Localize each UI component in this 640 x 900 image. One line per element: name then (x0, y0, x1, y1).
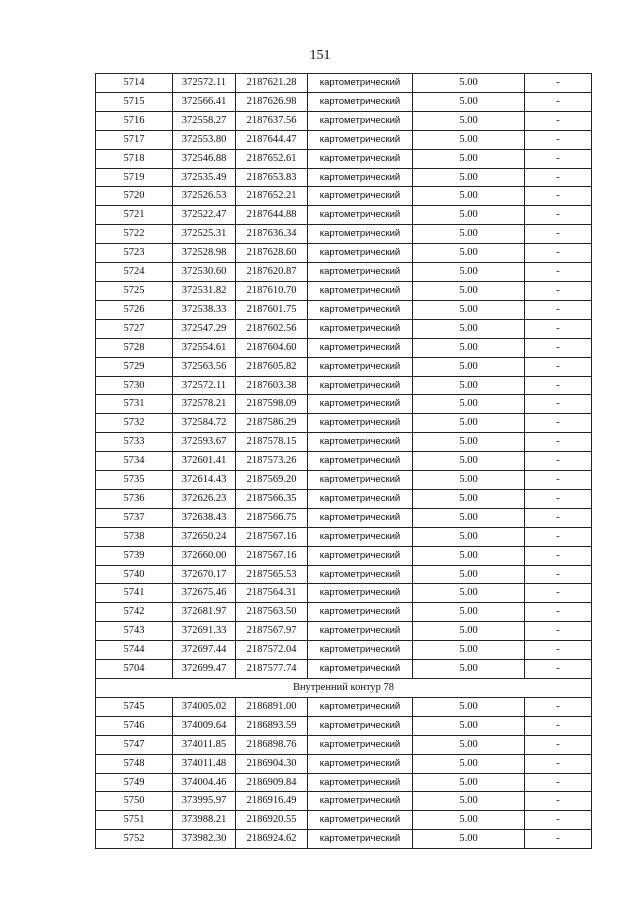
point-id-cell: 5730 (96, 376, 173, 395)
point-id-cell: 5716 (96, 111, 173, 130)
x-coordinate-cell: 372553.80 (173, 130, 236, 149)
x-coordinate-cell: 372638.43 (173, 508, 236, 527)
y-coordinate-cell: 2186920.55 (236, 811, 308, 830)
accuracy-cell: 5.00 (413, 622, 525, 641)
accuracy-cell: 5.00 (413, 508, 525, 527)
y-coordinate-cell: 2187636.34 (236, 225, 308, 244)
note-cell: - (525, 414, 592, 433)
x-coordinate-cell: 372566.41 (173, 92, 236, 111)
table-row (96, 206, 592, 225)
point-id-cell: 5734 (96, 452, 173, 471)
note-cell: - (525, 489, 592, 508)
note-cell: - (525, 319, 592, 338)
y-coordinate-cell: 2187573.26 (236, 452, 308, 471)
rows-after-section (96, 697, 592, 848)
rows-before-section (96, 74, 592, 679)
note-cell: - (525, 754, 592, 773)
y-coordinate-cell: 2187577.74 (236, 660, 308, 679)
x-coordinate-cell: 373995.97 (173, 792, 236, 811)
x-coordinate-cell: 372593.67 (173, 433, 236, 452)
note-cell: - (525, 546, 592, 565)
x-coordinate-cell: 372526.53 (173, 187, 236, 206)
x-coordinate-cell: 372601.41 (173, 452, 236, 471)
table-row (96, 263, 592, 282)
accuracy-cell: 5.00 (413, 168, 525, 187)
point-id-cell: 5725 (96, 281, 173, 300)
note-cell: - (525, 735, 592, 754)
accuracy-cell: 5.00 (413, 206, 525, 225)
table-row (96, 244, 592, 263)
x-coordinate-cell: 372528.98 (173, 244, 236, 263)
note-cell: - (525, 565, 592, 584)
method-cell: картометрический (308, 206, 413, 225)
accuracy-cell: 5.00 (413, 773, 525, 792)
note-cell: - (525, 74, 592, 93)
table-row (96, 622, 592, 641)
method-cell: картометрический (308, 74, 413, 93)
table-row (96, 130, 592, 149)
y-coordinate-cell: 2186916.49 (236, 792, 308, 811)
x-coordinate-cell: 372691.33 (173, 622, 236, 641)
point-id-cell: 5732 (96, 414, 173, 433)
method-cell: картометрический (308, 641, 413, 660)
accuracy-cell: 5.00 (413, 225, 525, 244)
y-coordinate-cell: 2187652.61 (236, 149, 308, 168)
note-cell: - (525, 111, 592, 130)
point-id-cell: 5750 (96, 792, 173, 811)
accuracy-cell: 5.00 (413, 716, 525, 735)
point-id-cell: 5745 (96, 697, 173, 716)
accuracy-cell: 5.00 (413, 300, 525, 319)
point-id-cell: 5714 (96, 74, 173, 93)
section-header (96, 679, 592, 698)
note-cell: - (525, 263, 592, 282)
method-cell: картометрический (308, 735, 413, 754)
point-id-cell: 5717 (96, 130, 173, 149)
y-coordinate-cell: 2187653.83 (236, 168, 308, 187)
x-coordinate-cell: 372531.82 (173, 281, 236, 300)
method-cell: картометрический (308, 395, 413, 414)
method-cell: картометрический (308, 130, 413, 149)
point-id-cell: 5741 (96, 584, 173, 603)
accuracy-cell: 5.00 (413, 811, 525, 830)
accuracy-cell: 5.00 (413, 281, 525, 300)
table-row (96, 603, 592, 622)
note-cell: - (525, 830, 592, 849)
accuracy-cell: 5.00 (413, 263, 525, 282)
method-cell: картометрический (308, 244, 413, 263)
method-cell: картометрический (308, 697, 413, 716)
y-coordinate-cell: 2187572.04 (236, 641, 308, 660)
x-coordinate-cell: 372554.61 (173, 338, 236, 357)
table-row (96, 149, 592, 168)
point-id-cell: 5747 (96, 735, 173, 754)
point-id-cell: 5715 (96, 92, 173, 111)
point-id-cell: 5731 (96, 395, 173, 414)
table-row (96, 414, 592, 433)
table-row (96, 716, 592, 735)
accuracy-cell: 5.00 (413, 565, 525, 584)
note-cell: - (525, 811, 592, 830)
x-coordinate-cell: 372538.33 (173, 300, 236, 319)
y-coordinate-cell: 2187603.38 (236, 376, 308, 395)
note-cell: - (525, 130, 592, 149)
y-coordinate-cell: 2187586.29 (236, 414, 308, 433)
method-cell: картометрический (308, 811, 413, 830)
section-row (96, 679, 592, 698)
y-coordinate-cell: 2186898.76 (236, 735, 308, 754)
method-cell: картометрический (308, 281, 413, 300)
table-row (96, 338, 592, 357)
y-coordinate-cell: 2187567.16 (236, 546, 308, 565)
x-coordinate-cell: 372558.27 (173, 111, 236, 130)
point-id-cell: 5719 (96, 168, 173, 187)
accuracy-cell: 5.00 (413, 338, 525, 357)
y-coordinate-cell: 2187567.97 (236, 622, 308, 641)
accuracy-cell: 5.00 (413, 471, 525, 490)
x-coordinate-cell: 372697.44 (173, 641, 236, 660)
point-id-cell: 5718 (96, 149, 173, 168)
x-coordinate-cell: 372675.46 (173, 584, 236, 603)
table-row (96, 111, 592, 130)
y-coordinate-cell: 2186893.59 (236, 716, 308, 735)
table-row (96, 811, 592, 830)
note-cell: - (525, 584, 592, 603)
accuracy-cell: 5.00 (413, 546, 525, 565)
note-cell: - (525, 168, 592, 187)
table-row (96, 357, 592, 376)
accuracy-cell: 5.00 (413, 111, 525, 130)
y-coordinate-cell: 2186924.62 (236, 830, 308, 849)
accuracy-cell: 5.00 (413, 376, 525, 395)
y-coordinate-cell: 2187605.82 (236, 357, 308, 376)
accuracy-cell: 5.00 (413, 641, 525, 660)
y-coordinate-cell: 2186909.84 (236, 773, 308, 792)
y-coordinate-cell: 2187602.56 (236, 319, 308, 338)
note-cell: - (525, 206, 592, 225)
table-row (96, 697, 592, 716)
table-row (96, 546, 592, 565)
y-coordinate-cell: 2187601.75 (236, 300, 308, 319)
x-coordinate-cell: 374011.85 (173, 735, 236, 754)
x-coordinate-cell: 372572.11 (173, 74, 236, 93)
accuracy-cell: 5.00 (413, 74, 525, 93)
point-id-cell: 5746 (96, 716, 173, 735)
x-coordinate-cell: 374004.46 (173, 773, 236, 792)
point-id-cell: 5722 (96, 225, 173, 244)
note-cell: - (525, 357, 592, 376)
note-cell: - (525, 773, 592, 792)
point-id-cell: 5739 (96, 546, 173, 565)
table-row (96, 565, 592, 584)
method-cell: картометрический (308, 565, 413, 584)
point-id-cell: 5704 (96, 660, 173, 679)
y-coordinate-cell: 2187567.16 (236, 527, 308, 546)
point-id-cell: 5724 (96, 263, 173, 282)
table-row (96, 168, 592, 187)
point-id-cell: 5720 (96, 187, 173, 206)
note-cell: - (525, 527, 592, 546)
point-id-cell: 5743 (96, 622, 173, 641)
method-cell: картометрический (308, 489, 413, 508)
method-cell: картометрический (308, 92, 413, 111)
y-coordinate-cell: 2187644.88 (236, 206, 308, 225)
x-coordinate-cell: 372699.47 (173, 660, 236, 679)
method-cell: картометрический (308, 376, 413, 395)
accuracy-cell: 5.00 (413, 92, 525, 111)
y-coordinate-cell: 2187610.70 (236, 281, 308, 300)
y-coordinate-cell: 2187569.20 (236, 471, 308, 490)
point-id-cell: 5735 (96, 471, 173, 490)
x-coordinate-cell: 372547.29 (173, 319, 236, 338)
accuracy-cell: 5.00 (413, 603, 525, 622)
method-cell: картометрический (308, 414, 413, 433)
table-row (96, 471, 592, 490)
accuracy-cell: 5.00 (413, 660, 525, 679)
point-id-cell: 5736 (96, 489, 173, 508)
method-cell: картометрический (308, 792, 413, 811)
method-cell: картометрический (308, 319, 413, 338)
coordinates-table (95, 73, 592, 849)
method-cell: картометрический (308, 111, 413, 130)
y-coordinate-cell: 2187644.47 (236, 130, 308, 149)
table-row (96, 300, 592, 319)
y-coordinate-cell: 2187628.60 (236, 244, 308, 263)
y-coordinate-cell: 2187652.21 (236, 187, 308, 206)
point-id-cell: 5742 (96, 603, 173, 622)
method-cell: картометрический (308, 149, 413, 168)
point-id-cell: 5748 (96, 754, 173, 773)
x-coordinate-cell: 374005.02 (173, 697, 236, 716)
method-cell: картометрический (308, 338, 413, 357)
point-id-cell: 5738 (96, 527, 173, 546)
x-coordinate-cell: 372572.11 (173, 376, 236, 395)
note-cell: - (525, 92, 592, 111)
table-row (96, 452, 592, 471)
x-coordinate-cell: 372614.43 (173, 471, 236, 490)
note-cell: - (525, 338, 592, 357)
x-coordinate-cell: 372563.56 (173, 357, 236, 376)
x-coordinate-cell: 373982.30 (173, 830, 236, 849)
table-row (96, 225, 592, 244)
accuracy-cell: 5.00 (413, 130, 525, 149)
accuracy-cell: 5.00 (413, 414, 525, 433)
accuracy-cell: 5.00 (413, 697, 525, 716)
table-row (96, 376, 592, 395)
x-coordinate-cell: 374009.64 (173, 716, 236, 735)
y-coordinate-cell: 2187566.75 (236, 508, 308, 527)
x-coordinate-cell: 372578.21 (173, 395, 236, 414)
note-cell: - (525, 660, 592, 679)
method-cell: картометрический (308, 357, 413, 376)
table-row (96, 641, 592, 660)
accuracy-cell: 5.00 (413, 395, 525, 414)
accuracy-cell: 5.00 (413, 452, 525, 471)
table-row (96, 527, 592, 546)
point-id-cell: 5749 (96, 773, 173, 792)
note-cell: - (525, 641, 592, 660)
x-coordinate-cell: 373988.21 (173, 811, 236, 830)
method-cell: картометрический (308, 622, 413, 641)
y-coordinate-cell: 2187621.28 (236, 74, 308, 93)
accuracy-cell: 5.00 (413, 319, 525, 338)
section-title: Внутренний контур 78 (96, 679, 592, 698)
point-id-cell: 5727 (96, 319, 173, 338)
x-coordinate-cell: 372546.88 (173, 149, 236, 168)
method-cell: картометрический (308, 452, 413, 471)
table-row (96, 792, 592, 811)
table-row (96, 319, 592, 338)
point-id-cell: 5733 (96, 433, 173, 452)
accuracy-cell: 5.00 (413, 357, 525, 376)
note-cell: - (525, 300, 592, 319)
note-cell: - (525, 697, 592, 716)
note-cell: - (525, 281, 592, 300)
x-coordinate-cell: 372670.17 (173, 565, 236, 584)
note-cell: - (525, 225, 592, 244)
method-cell: картометрический (308, 225, 413, 244)
table-row (96, 489, 592, 508)
y-coordinate-cell: 2187578.15 (236, 433, 308, 452)
y-coordinate-cell: 2187563.50 (236, 603, 308, 622)
x-coordinate-cell: 372522.47 (173, 206, 236, 225)
y-coordinate-cell: 2187565.53 (236, 565, 308, 584)
accuracy-cell: 5.00 (413, 830, 525, 849)
method-cell: картометрический (308, 508, 413, 527)
y-coordinate-cell: 2187620.87 (236, 263, 308, 282)
accuracy-cell: 5.00 (413, 149, 525, 168)
point-id-cell: 5744 (96, 641, 173, 660)
table-row (96, 660, 592, 679)
x-coordinate-cell: 372525.31 (173, 225, 236, 244)
note-cell: - (525, 508, 592, 527)
y-coordinate-cell: 2186904.30 (236, 754, 308, 773)
note-cell: - (525, 149, 592, 168)
accuracy-cell: 5.00 (413, 754, 525, 773)
accuracy-cell: 5.00 (413, 433, 525, 452)
table-row (96, 584, 592, 603)
method-cell: картометрический (308, 168, 413, 187)
method-cell: картометрический (308, 754, 413, 773)
table-row (96, 433, 592, 452)
y-coordinate-cell: 2187598.09 (236, 395, 308, 414)
table-row (96, 395, 592, 414)
point-id-cell: 5729 (96, 357, 173, 376)
table-row (96, 281, 592, 300)
point-id-cell: 5721 (96, 206, 173, 225)
y-coordinate-cell: 2187626.98 (236, 92, 308, 111)
table-row (96, 735, 592, 754)
table-row (96, 92, 592, 111)
method-cell: картометрический (308, 716, 413, 735)
point-id-cell: 5728 (96, 338, 173, 357)
point-id-cell: 5723 (96, 244, 173, 263)
method-cell: картометрический (308, 263, 413, 282)
x-coordinate-cell: 372660.00 (173, 546, 236, 565)
table-row (96, 187, 592, 206)
table-row (96, 830, 592, 849)
note-cell: - (525, 376, 592, 395)
x-coordinate-cell: 374011.48 (173, 754, 236, 773)
method-cell: картометрический (308, 300, 413, 319)
x-coordinate-cell: 372681.97 (173, 603, 236, 622)
note-cell: - (525, 792, 592, 811)
y-coordinate-cell: 2187637.56 (236, 111, 308, 130)
method-cell: картометрический (308, 584, 413, 603)
note-cell: - (525, 187, 592, 206)
accuracy-cell: 5.00 (413, 244, 525, 263)
x-coordinate-cell: 372535.49 (173, 168, 236, 187)
table-row (96, 773, 592, 792)
accuracy-cell: 5.00 (413, 187, 525, 206)
method-cell: картометрический (308, 187, 413, 206)
point-id-cell: 5726 (96, 300, 173, 319)
x-coordinate-cell: 372530.60 (173, 263, 236, 282)
accuracy-cell: 5.00 (413, 735, 525, 754)
table-row (96, 754, 592, 773)
y-coordinate-cell: 2187604.60 (236, 338, 308, 357)
note-cell: - (525, 716, 592, 735)
table-row (96, 508, 592, 527)
accuracy-cell: 5.00 (413, 584, 525, 603)
accuracy-cell: 5.00 (413, 527, 525, 546)
note-cell: - (525, 452, 592, 471)
method-cell: картометрический (308, 471, 413, 490)
point-id-cell: 5751 (96, 811, 173, 830)
method-cell: картометрический (308, 830, 413, 849)
point-id-cell: 5737 (96, 508, 173, 527)
note-cell: - (525, 471, 592, 490)
x-coordinate-cell: 372584.72 (173, 414, 236, 433)
method-cell: картометрический (308, 773, 413, 792)
note-cell: - (525, 433, 592, 452)
page-number: 151 (309, 48, 331, 63)
method-cell: картометрический (308, 433, 413, 452)
note-cell: - (525, 622, 592, 641)
accuracy-cell: 5.00 (413, 489, 525, 508)
point-id-cell: 5740 (96, 565, 173, 584)
method-cell: картометрический (308, 546, 413, 565)
y-coordinate-cell: 2187564.31 (236, 584, 308, 603)
y-coordinate-cell: 2186891.00 (236, 697, 308, 716)
note-cell: - (525, 603, 592, 622)
point-id-cell: 5752 (96, 830, 173, 849)
x-coordinate-cell: 372650.24 (173, 527, 236, 546)
method-cell: картометрический (308, 660, 413, 679)
note-cell: - (525, 244, 592, 263)
y-coordinate-cell: 2187566.35 (236, 489, 308, 508)
x-coordinate-cell: 372626.23 (173, 489, 236, 508)
method-cell: картометрический (308, 527, 413, 546)
method-cell: картометрический (308, 603, 413, 622)
table-row (96, 74, 592, 93)
accuracy-cell: 5.00 (413, 792, 525, 811)
note-cell: - (525, 395, 592, 414)
